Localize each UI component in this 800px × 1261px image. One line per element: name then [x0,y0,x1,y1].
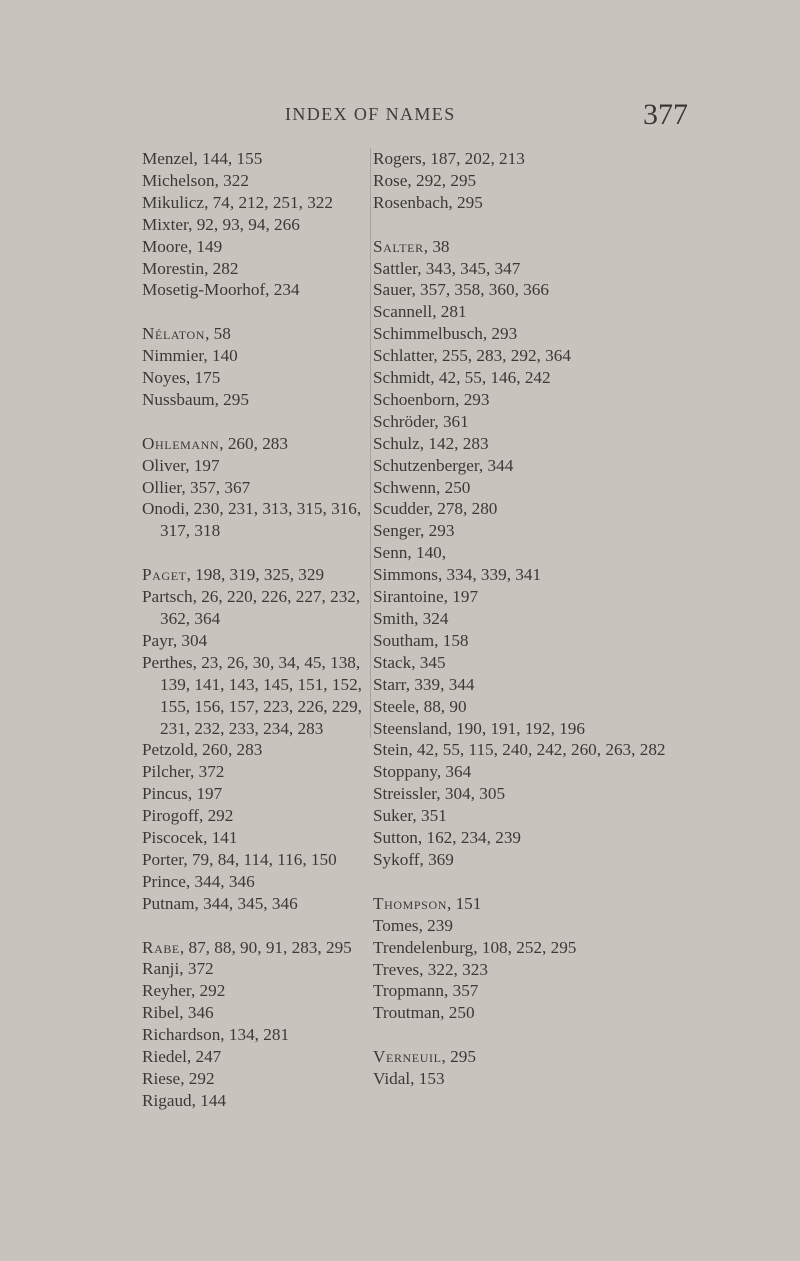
entry-pages: , 357, 367 [181,477,251,497]
index-entry [373,433,768,455]
entry-name: Simmons [373,565,438,585]
index-entry [373,849,768,871]
entry-pages: , 162, 234, 239 [417,828,522,848]
entry-pages: , 108, 252, 295 [473,937,577,957]
entry-pages: , 351 [412,806,447,826]
index-entry [142,564,387,586]
entry-pages: , 38 [423,236,450,256]
index-entry [373,389,768,411]
index-entry [142,279,387,301]
entry-name: Schimmelbusch [373,324,483,344]
entry-name: Michelson [142,170,215,190]
entry-name: Steensland [373,718,448,738]
entry-name: Riese [142,1069,181,1088]
page-header [0,98,800,138]
entry-pages: , 344 [478,455,514,475]
entry-name: Mikulicz [142,192,205,212]
entry-pages: , 144, 155 [193,149,263,168]
running-head: INDEX OF NAMES [285,104,456,124]
entry-pages: , 141 [203,828,238,848]
entry-name: Noyes [142,368,186,388]
index-entry [373,411,768,433]
entry-pages: , 58 [205,324,231,344]
entry-pages: , 234 [265,280,300,300]
entry-pages: , 230, 231, 313, 315, 316, 317, 318 [160,499,362,541]
entry-pages: , 140, [407,543,447,563]
index-entry [142,236,387,258]
index-entry [142,783,387,805]
entry-pages: , 295 [448,192,483,212]
entry-pages: , 250 [440,1003,475,1023]
entry-pages: , 357 [444,981,479,1001]
index-entry [373,959,768,981]
entry-pages: , 88, 90 [415,696,467,716]
entry-pages: , 292 [198,806,234,826]
entry-name: Tomes [373,915,419,935]
index-entry [142,170,387,192]
page-number: 377 [643,98,688,131]
entry-pages: , 260, 283 [219,433,288,453]
entry-pages: , 292 [180,1069,215,1088]
entry-name: Scannell [373,302,433,322]
index-entry [373,827,768,849]
entry-name: Smith [373,609,415,629]
entry-name: Troutman [373,1003,441,1023]
index-entry [373,148,768,170]
entry-pages: , 282 [204,258,239,278]
index-entry [142,849,387,871]
entry-pages: , 322 [214,170,249,190]
index-entry [373,455,768,477]
index-entry [142,477,387,499]
index-entry [373,937,768,959]
entry-name: Moore [142,236,188,256]
entry-pages: , 74, 212, 251, 322 [204,192,333,212]
index-entry [373,192,768,214]
index-entry [373,915,768,937]
index-entry [373,1046,768,1068]
entry-name: Morestin [142,258,205,278]
index-entry [142,958,387,980]
index-entry [142,1024,387,1046]
entry-name: Reyher [142,981,191,1001]
entry-name: Verneuil [373,1047,442,1067]
index-entry [373,630,768,652]
entry-name: Pincus [142,784,188,804]
index-entry [142,739,387,761]
entry-pages: , 292 [190,981,226,1001]
entry-name: Ohlemann [142,433,220,453]
index-entry [373,696,768,718]
index-entry [142,761,387,783]
index-entry [373,586,768,608]
index-entry [142,652,387,740]
section-gap [142,542,387,564]
index-entry [373,674,768,696]
entry-pages: , 149 [187,236,223,256]
entry-name: Paget [142,565,187,585]
entry-pages: , 197 [443,587,479,607]
entry-pages: , 343, 345, 347 [417,258,521,278]
entry-name: Porter [142,849,184,869]
index-entry [373,805,768,827]
entry-pages: , 346 [179,1003,214,1023]
entry-name: Menzel [142,149,194,168]
entry-name: Schulz [373,433,420,453]
index-entry [142,345,387,367]
index-entry [373,1002,768,1024]
entry-name: Mosetig-Moorhof [142,280,266,300]
entry-name: Pirogoff [142,806,199,826]
entry-pages: , 153 [410,1069,445,1089]
entry-name: Vidal [373,1069,411,1089]
index-entry [142,805,387,827]
entry-name: Schutzenberger [373,455,479,475]
entry-pages: , 23, 26, 30, 34, 45, 138, 139, 141, 143, 145, 151, 152, 155, 156, 157, 223, 226, 229, 231, 232, 233, 234, 283 [160,652,362,738]
entry-pages: , 250 [436,477,471,497]
index-entry [142,498,387,542]
index-entry [142,980,387,1002]
entry-pages: , 369 [419,849,454,869]
index-entry [373,236,768,258]
index-entry [142,630,387,652]
entry-pages: , 304, 305 [436,784,506,804]
index-entry [142,1046,387,1068]
index-entry [142,1090,387,1112]
entry-name: Nussbaum [142,389,215,409]
index-entry [373,718,768,740]
section-gap [373,871,768,893]
index-entry [142,586,387,630]
section-gap [142,301,387,323]
entry-name: Southam [373,630,435,650]
index-entry [142,433,387,455]
index-entry [142,214,387,236]
entry-pages: , 344, 345, 346 [194,893,298,913]
entry-name: Rigaud [142,1090,192,1110]
entry-name: Schoenborn [373,389,456,409]
index-entry [373,367,768,389]
entry-name: Onodi [142,499,185,519]
entry-name: Richardson [142,1025,221,1045]
entry-pages: , 278, 280 [428,499,498,519]
entry-pages: , 293 [420,521,455,541]
entry-pages: , 345 [411,652,446,672]
entry-pages: , 239 [418,915,453,935]
entry-pages: , 158 [434,630,469,650]
entry-name: Petzold [142,740,194,760]
entry-name: Streissler [373,784,437,804]
entry-pages: , 304 [172,630,208,650]
entry-pages: , 295 [214,389,249,409]
entry-name: Schlatter [373,346,434,366]
entry-name: Prince [142,871,186,891]
entry-name: Starr [373,674,406,694]
entry-pages: , 364 [436,762,472,782]
entry-pages: , 197 [187,784,223,804]
entry-name: Senger [373,521,421,541]
entry-pages: , 295 [441,1047,476,1067]
entry-name: Piscocek [142,828,204,848]
entry-pages: , 26, 220, 226, 227, 232, 362, 364 [160,587,361,628]
index-entry [142,1002,387,1024]
entry-name: Nimmier [142,346,204,366]
index-entry [142,367,387,389]
entry-name: Stoppany [373,762,437,782]
entry-pages: , 197 [185,455,220,475]
index-entry [142,389,387,411]
entry-name: Rabe [142,937,180,957]
entry-name: Scudder [373,499,429,519]
entry-pages: , 372 [190,762,225,782]
index-entry [373,477,768,499]
index-entry [142,192,387,214]
entry-pages: , 361 [434,411,469,431]
index-column-left [142,148,387,1112]
entry-name: Rose [373,170,408,190]
entry-pages: , 281 [432,302,467,322]
index-column-right [373,148,768,1090]
index-entry [373,520,768,542]
index-entry [142,937,387,959]
index-entry [373,783,768,805]
index-entry [373,739,768,761]
entry-pages: , 324 [414,609,449,629]
index-entry [142,893,387,915]
entry-pages: , 79, 84, 114, 116, 150 [183,849,337,869]
entry-name: Sutton [373,828,418,848]
entry-pages: , 293 [482,324,518,344]
entry-pages: , 292, 295 [407,170,477,190]
index-entry [373,980,768,1002]
index-entry [142,871,387,893]
entry-name: Ribel [142,1003,180,1023]
entry-pages: , 42, 55, 146, 242 [430,368,551,388]
entry-name: Senn [373,543,408,563]
entry-name: Suker [373,806,413,826]
entry-pages: , 187, 202, 213 [421,149,525,168]
index-entry [142,827,387,849]
entry-name: Rogers [373,149,422,168]
entry-name: Ollier [142,477,182,497]
entry-name: Oliver [142,455,186,475]
entry-pages: , 247 [186,1047,222,1067]
index-entry [373,608,768,630]
entry-name: Riedel [142,1047,187,1067]
section-gap [142,411,387,433]
entry-name: Schmidt [373,368,431,388]
entry-pages: , 198, 319, 325, 329 [186,565,325,585]
entry-name: Salter [373,236,424,256]
index-entry [373,345,768,367]
entry-name: Sattler [373,258,418,278]
entry-name: Sykoff [373,849,420,869]
index-entry [373,893,768,915]
entry-pages: , 344, 346 [185,871,255,891]
entry-pages: , 293 [455,389,490,409]
entry-pages: , 372 [179,959,214,979]
entry-name: Mixter [142,214,189,234]
entry-name: Stack [373,652,412,672]
entry-name: Treves [373,959,420,979]
entry-name: Schwenn [373,477,437,497]
index-entry [373,258,768,280]
entry-name: Sirantoine [373,587,444,607]
index-entry [373,542,768,564]
entry-pages: , 334, 339, 341 [437,565,542,585]
section-gap [373,1024,768,1046]
entry-name: Rosenbach [373,192,449,212]
section-gap [142,915,387,937]
index-entry [373,761,768,783]
entry-pages: , 322, 323 [419,959,488,979]
entry-pages: , 87, 88, 90, 91, 283, 295 [179,937,352,957]
index-entry [373,279,768,301]
entry-pages: , 42, 55, 115, 240, 242, 260, 263, 282 [408,740,666,760]
index-entry [142,148,387,170]
entry-pages: , 357, 358, 360, 366 [411,280,549,300]
entry-name: Steele [373,696,415,716]
index-entry [373,170,768,192]
entry-pages: , 175 [185,368,221,388]
entry-pages: , 255, 283, 292, 364 [433,346,571,366]
entry-pages: , 92, 93, 94, 266 [188,214,300,234]
index-entry [142,323,387,345]
entry-name: Nélaton [142,324,206,344]
index-entry [142,455,387,477]
entry-name: Payr [142,630,173,650]
entry-pages: , 142, 283 [419,433,489,453]
entry-name: Trendelenburg [373,937,474,957]
entry-name: Stein [373,740,409,760]
entry-pages: , 190, 191, 192, 196 [447,718,585,738]
index-entry [142,1068,387,1090]
index-entry [373,1068,768,1090]
entry-pages: , 134, 281 [220,1025,290,1045]
entry-name: Tropmann [373,981,444,1001]
entry-name: Putnam [142,893,195,913]
section-gap [373,214,768,236]
entry-pages: , 260, 283 [193,740,263,760]
entry-name: Schröder [373,411,435,431]
entry-name: Pilcher [142,762,190,782]
index-entry [373,564,768,586]
entry-name: Perthes [142,652,193,672]
entry-name: Partsch [142,587,193,607]
entry-pages: , 339, 344 [405,674,475,694]
index-entry [373,652,768,674]
index-entry [373,323,768,345]
entry-name: Thompson [373,893,447,913]
entry-name: Ranji [142,959,180,979]
entry-pages: , 140 [203,346,238,366]
index-entry [373,498,768,520]
index-entry [373,301,768,323]
entry-pages: , 151 [446,893,482,913]
index-entry [142,258,387,280]
entry-pages: , 144 [191,1090,227,1110]
entry-name: Sauer [373,280,412,300]
